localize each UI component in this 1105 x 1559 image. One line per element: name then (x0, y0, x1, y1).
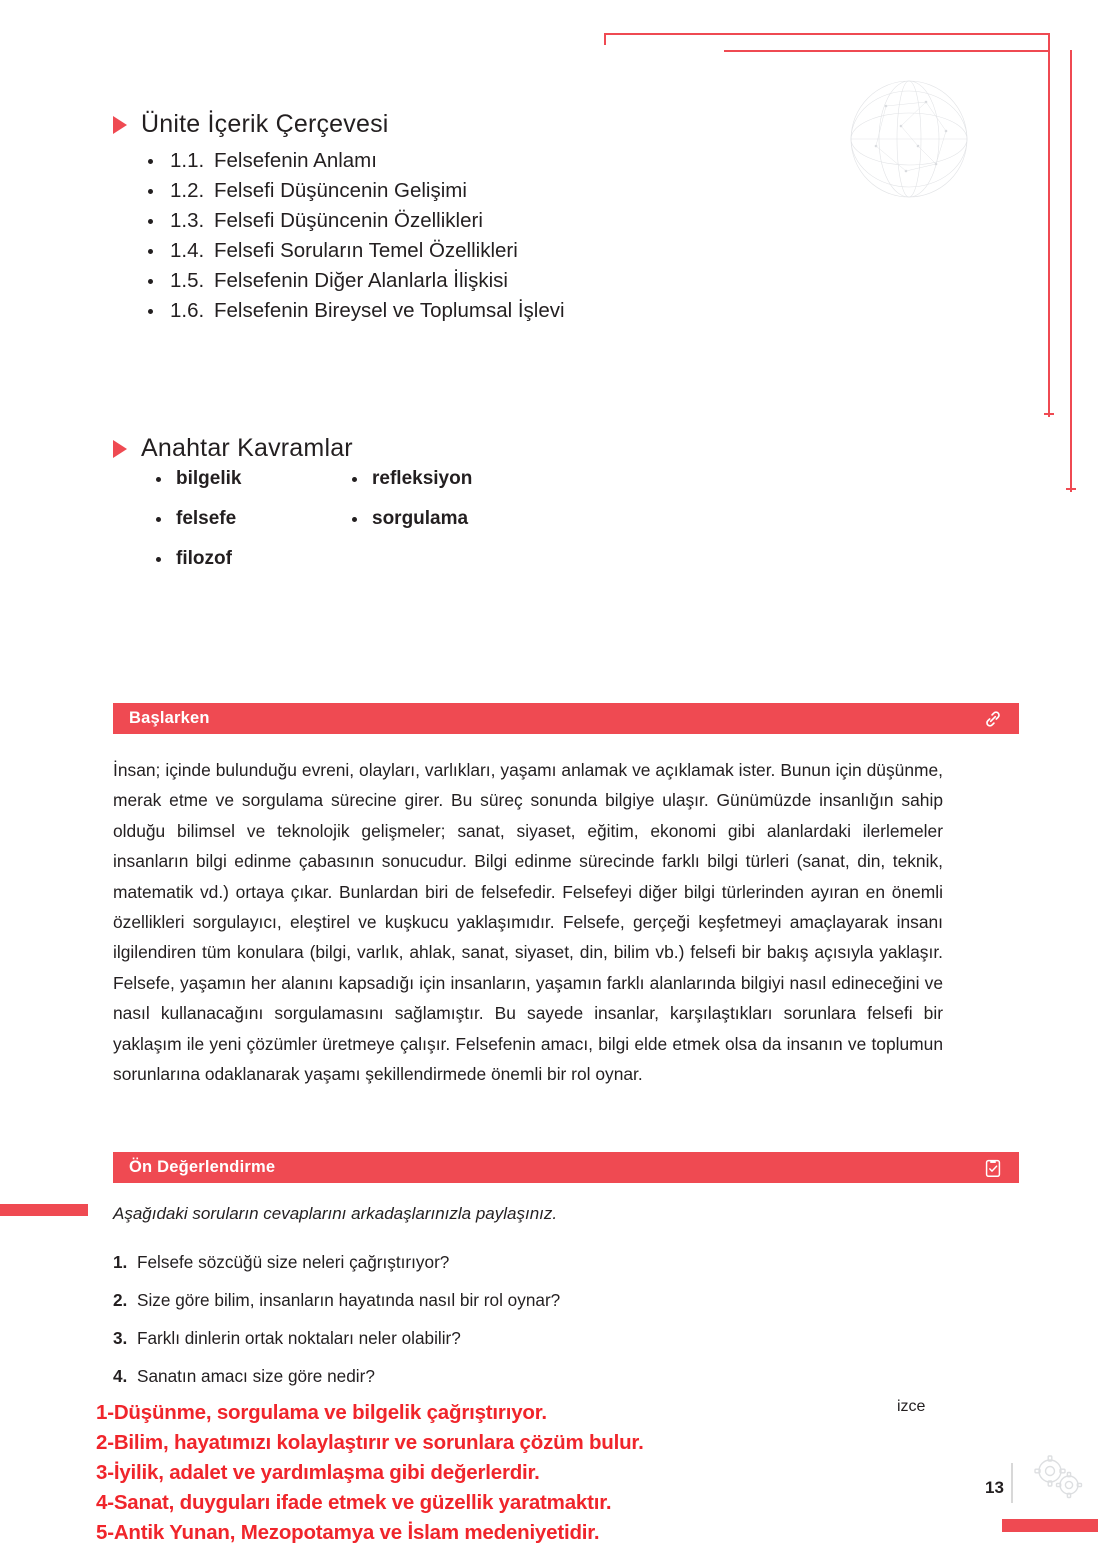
triangle-bullet-icon (113, 440, 127, 458)
unit-frame-title: Ünite İçerik Çerçevesi (141, 110, 389, 138)
unit-item-number: 1.5. (170, 269, 205, 292)
answer-line: 3-İyilik, adalet ve yardımlaşma gibi değerlerdir. (96, 1461, 540, 1484)
question-text: Size göre bilim, insanların hayatında nasıl bir rol oynar? (137, 1290, 561, 1310)
unit-item-number: 1.4. (170, 239, 205, 262)
answer-line: 4-Sanat, duyguları ifade etmek ve güzellik yaratmaktır. (96, 1491, 612, 1514)
decorative-left-tick (0, 1204, 88, 1216)
decorative-bottom-right-tick (1002, 1519, 1098, 1532)
gears-icon (1028, 1451, 1086, 1503)
stray-text: izce (897, 1398, 926, 1415)
intro-paragraph: İnsan; içinde bulunduğu evreni, olayları, varlıkları, yaşamı anlamak ve açıklamak ister. Bunun için düşünme, merak etme ve sorgulama sürecine girer. Bu süreç sonunda bilgiye ulaşır. Günümüzde insanlığın sahip olduğu bilimsel ve teknolojik gelişmeler; sanat, siyaset, eğitim, ekonomi gibi alanlardaki ilerlemeler insanların bilgi edinme çabasının sonucudur. Bilgi edinme sürecinde farklı bilgi türleri (sanat, din, teknik, matematik vd.) ortaya çıkar. Bunlardan biri de felsefedir. Felsefeyi diğer bilgi türlerinden ayıran en önemli özellikleri sorgulayıcı, eleştirel ve kuşkucu yaklaşımıdır. Felsefe, gerçeği keşfetmeyi amaçlayarak insanı ilgilendiren tüm konulara (bilgi, varlık, ahlak, sanat, siyaset, din, bilim vb.) felsefi bir bakış açısıyla yaklaşır. Felsefe, yaşamın her alanını kapsadığı için insanların, yaşamın farklı alanlarında bilgiyi nasıl edineceğini ve nasıl kullanacağını sorgulamasını sağlamıştır. Bu sayede insanlar, karşılaştıkları sorunlara felsefi bir yaklaşım ile yeni çözümler üretmeye çalışır. Felsefenin amacı, bilgi elde etmek olsa da insanın ve toplumun sorunlarına odaklanarak yaşamı şekillendirmede önemli bir rol oynar. (113, 760, 943, 1085)
page-number-divider (1011, 1463, 1013, 1503)
list-item (148, 266, 565, 296)
decorative-frame-corner (1044, 413, 1054, 415)
key-concepts-title: Anahtar Kavramlar (141, 434, 353, 462)
unit-item-number: 1.6. (170, 299, 205, 322)
question-number: 3. (113, 1328, 128, 1348)
link-icon (981, 707, 1005, 731)
list-item: felsefe (148, 510, 241, 550)
list-item (148, 296, 565, 326)
pre-assessment-banner (113, 1152, 1019, 1183)
decorative-frame-line-top (604, 33, 1050, 35)
triangle-bullet-icon (113, 116, 127, 134)
unit-item-number: 1.2. (170, 179, 205, 202)
key-concepts-heading (113, 434, 353, 463)
unit-item-label: Felsefi Düşüncenin Gelişimi (214, 179, 467, 202)
list-item (113, 1281, 913, 1319)
pre-assessment-banner-title: Ön Değerlendirme (129, 1158, 276, 1176)
key-concepts-right-column (344, 470, 472, 550)
page-number: 13 (985, 1478, 1004, 1497)
unit-item-label: Felsefi Düşüncenin Özellikleri (214, 209, 483, 232)
decorative-frame-line-right-inner (1070, 50, 1072, 492)
list-item: refleksiyon (344, 470, 472, 510)
unit-item-number: 1.3. (170, 209, 205, 232)
unit-item-label: Felsefenin Bireysel ve Toplumsal İşlevi (214, 299, 565, 322)
key-concepts-left-column (148, 470, 241, 590)
question-number: 4. (113, 1366, 128, 1386)
question-number: 1. (113, 1252, 128, 1272)
question-text: Sanatın amacı size göre nedir? (137, 1366, 375, 1386)
globe-network-icon (846, 76, 972, 202)
decorative-frame-line-top-inner (724, 50, 1050, 52)
list-item (113, 1319, 913, 1357)
decorative-frame-corner-2 (1066, 488, 1076, 490)
question-text: Felsefe sözcüğü size neleri çağrıştırıyor? (137, 1252, 450, 1272)
list-item: bilgelik (148, 470, 241, 510)
list-item: filozof (148, 550, 241, 590)
pre-assessment-note: Aşağıdaki soruların cevaplarını arkadaşlarınızla paylaşınız. (113, 1204, 558, 1223)
question-number: 2. (113, 1290, 128, 1310)
intro-banner-title: Başlarken (129, 709, 210, 727)
list-item: sorgulama (344, 510, 472, 550)
unit-item-number: 1.1. (170, 149, 205, 172)
handwritten-answers (96, 1398, 856, 1548)
answer-line: 1-Düşünme, sorgulama ve bilgelik çağrıştırıyor. (96, 1401, 547, 1424)
intro-section-banner (113, 703, 1019, 734)
decorative-frame-line-right (1048, 33, 1050, 417)
unit-content-list (148, 146, 565, 326)
answer-line: 5-Antik Yunan, Mezopotamya ve İslam medeniyetidir. (96, 1521, 600, 1544)
clipboard-check-icon (981, 1156, 1005, 1180)
unit-frame-heading (113, 110, 389, 139)
list-item (148, 236, 565, 266)
question-text: Farklı dinlerin ortak noktaları neler olabilir? (137, 1328, 461, 1348)
list-item (113, 1357, 913, 1395)
unit-item-label: Felsefi Soruların Temel Özellikleri (214, 239, 518, 262)
answer-line: 2-Bilim, hayatımızı kolaylaştırır ve sorunlara çözüm bulur. (96, 1431, 644, 1454)
pre-assessment-questions (113, 1243, 913, 1395)
list-item (148, 206, 565, 236)
list-item (148, 146, 565, 176)
unit-item-label: Felsefenin Diğer Alanlarla İlişkisi (214, 269, 508, 292)
list-item (148, 176, 565, 206)
unit-item-label: Felsefenin Anlamı (214, 149, 377, 172)
list-item (113, 1243, 913, 1281)
decorative-frame-tick-left (604, 33, 606, 45)
